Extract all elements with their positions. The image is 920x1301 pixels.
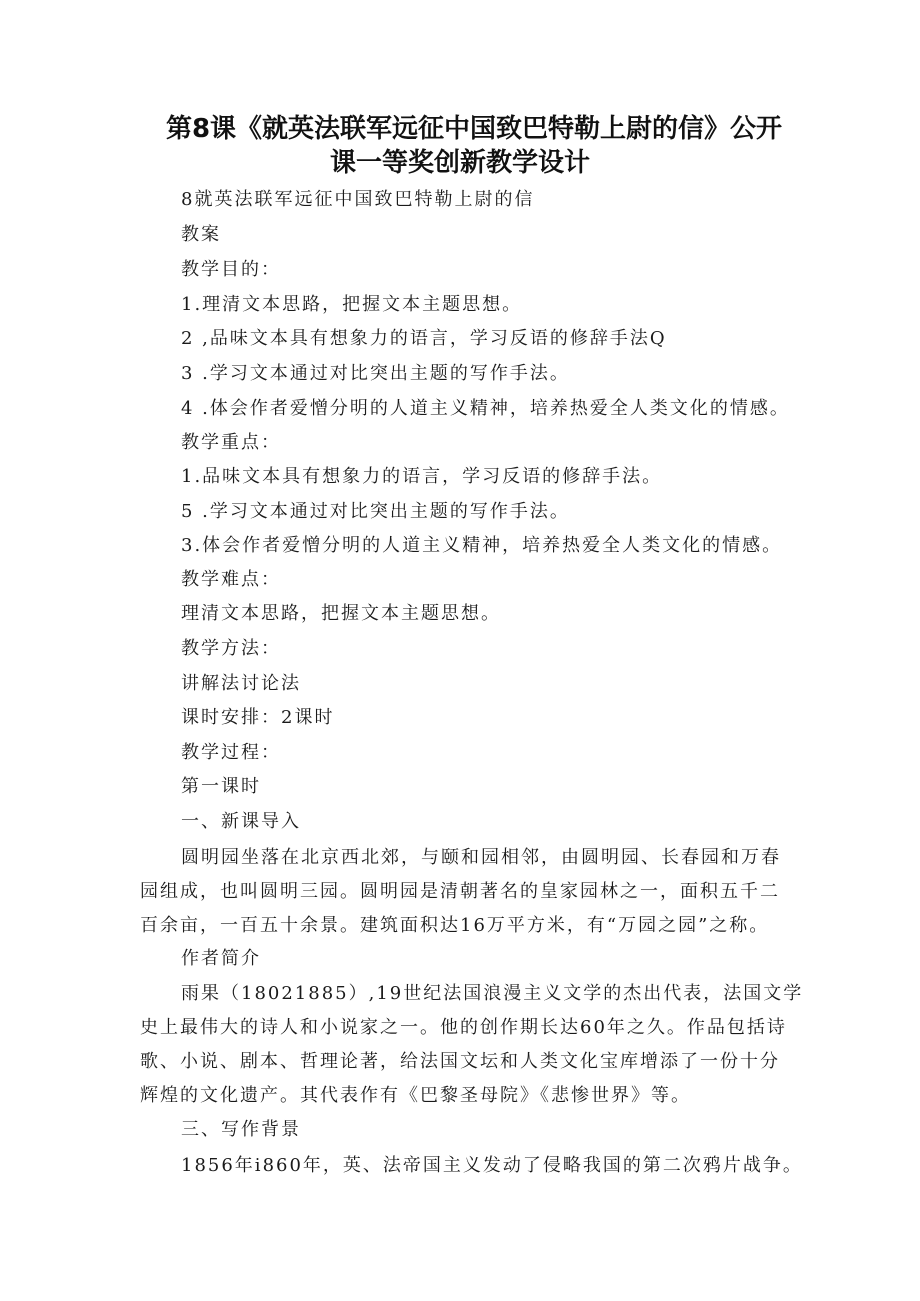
paragraph-line: 歌、小说、剧本、哲理论著，给法国文坛和人类文化宝库增添了一份十分 (140, 1051, 780, 1072)
paragraph-line: 1856年i860年，英、法帝国主义发动了侵略我国的第二次鸦片战争。 (181, 1155, 803, 1176)
difficulty-item: 理清文本思路，把握文本主题思想。 (181, 603, 501, 624)
paragraph-line: 雨果（18021885）,19世纪法国浪漫主义文学的杰出代表，法国文学 (181, 983, 804, 1004)
key-point-item: 5 .学习文本通过对比突出主题的写作手法。 (181, 501, 570, 522)
objectives-heading: 教学目的： (181, 259, 281, 280)
section-heading-background: 三、写作背景 (181, 1119, 301, 1140)
paragraph-line: 辉煌的文化遗产。其代表作有《巴黎圣母院》《悲惨世界》等。 (140, 1085, 691, 1106)
author-heading: 作者简介 (181, 948, 261, 969)
objective-item: 1.理清文本思路，把握文本主题思想。 (181, 294, 523, 315)
key-point-item: 1.品味文本具有想象力的语言，学习反语的修辞手法。 (181, 466, 663, 487)
objective-item: 3 .学习文本通过对比突出主题的写作手法。 (181, 363, 570, 384)
objective-item: 4 .体会作者爱憎分明的人道主义精神，培养热爱全人类文化的情感。 (181, 398, 790, 419)
key-points-heading: 教学重点： (181, 432, 281, 453)
schedule-text: 课时安排：2课时 (181, 707, 335, 728)
objective-item: 2 ,品味文本具有想象力的语言，学习反语的修辞手法Q (181, 328, 667, 349)
document-title-line-1: 第8课《就英法联军远征中国致巴特勒上尉的信》公开 (165, 114, 783, 144)
difficulty-heading: 教学难点： (181, 569, 281, 590)
section-heading-intro: 一、新课导入 (181, 811, 301, 832)
method-item: 讲解法讨论法 (181, 673, 301, 694)
paragraph-line: 百余亩，一百五十余景。建筑面积达16万平方米，有“万园之园”之称。 (140, 915, 770, 936)
paragraph-line: 史上最伟大的诗人和小说家之一。他的创作期长达60年之久。作品包括诗 (140, 1017, 787, 1038)
method-heading: 教学方法： (181, 638, 281, 659)
teaching-plan-label: 教案 (181, 224, 221, 245)
document-title-line-2: 课一等奖创新教学设计 (329, 148, 590, 178)
key-point-item: 3.体会作者爱憎分明的人道主义精神，培养热爱全人类文化的情感。 (181, 535, 783, 556)
lesson-subtitle: 8就英法联军远征中国致巴特勒上尉的信 (181, 189, 535, 210)
first-lesson-label: 第一课时 (181, 776, 261, 797)
process-heading: 教学过程： (181, 742, 281, 763)
paragraph-line: 园组成，也叫圆明三园。圆明园是清朝著名的皇家园林之一，面积五千二 (140, 881, 780, 902)
paragraph-line: 圆明园坐落在北京西北郊，与颐和园相邻，由圆明园、长春园和万春 (181, 847, 781, 868)
